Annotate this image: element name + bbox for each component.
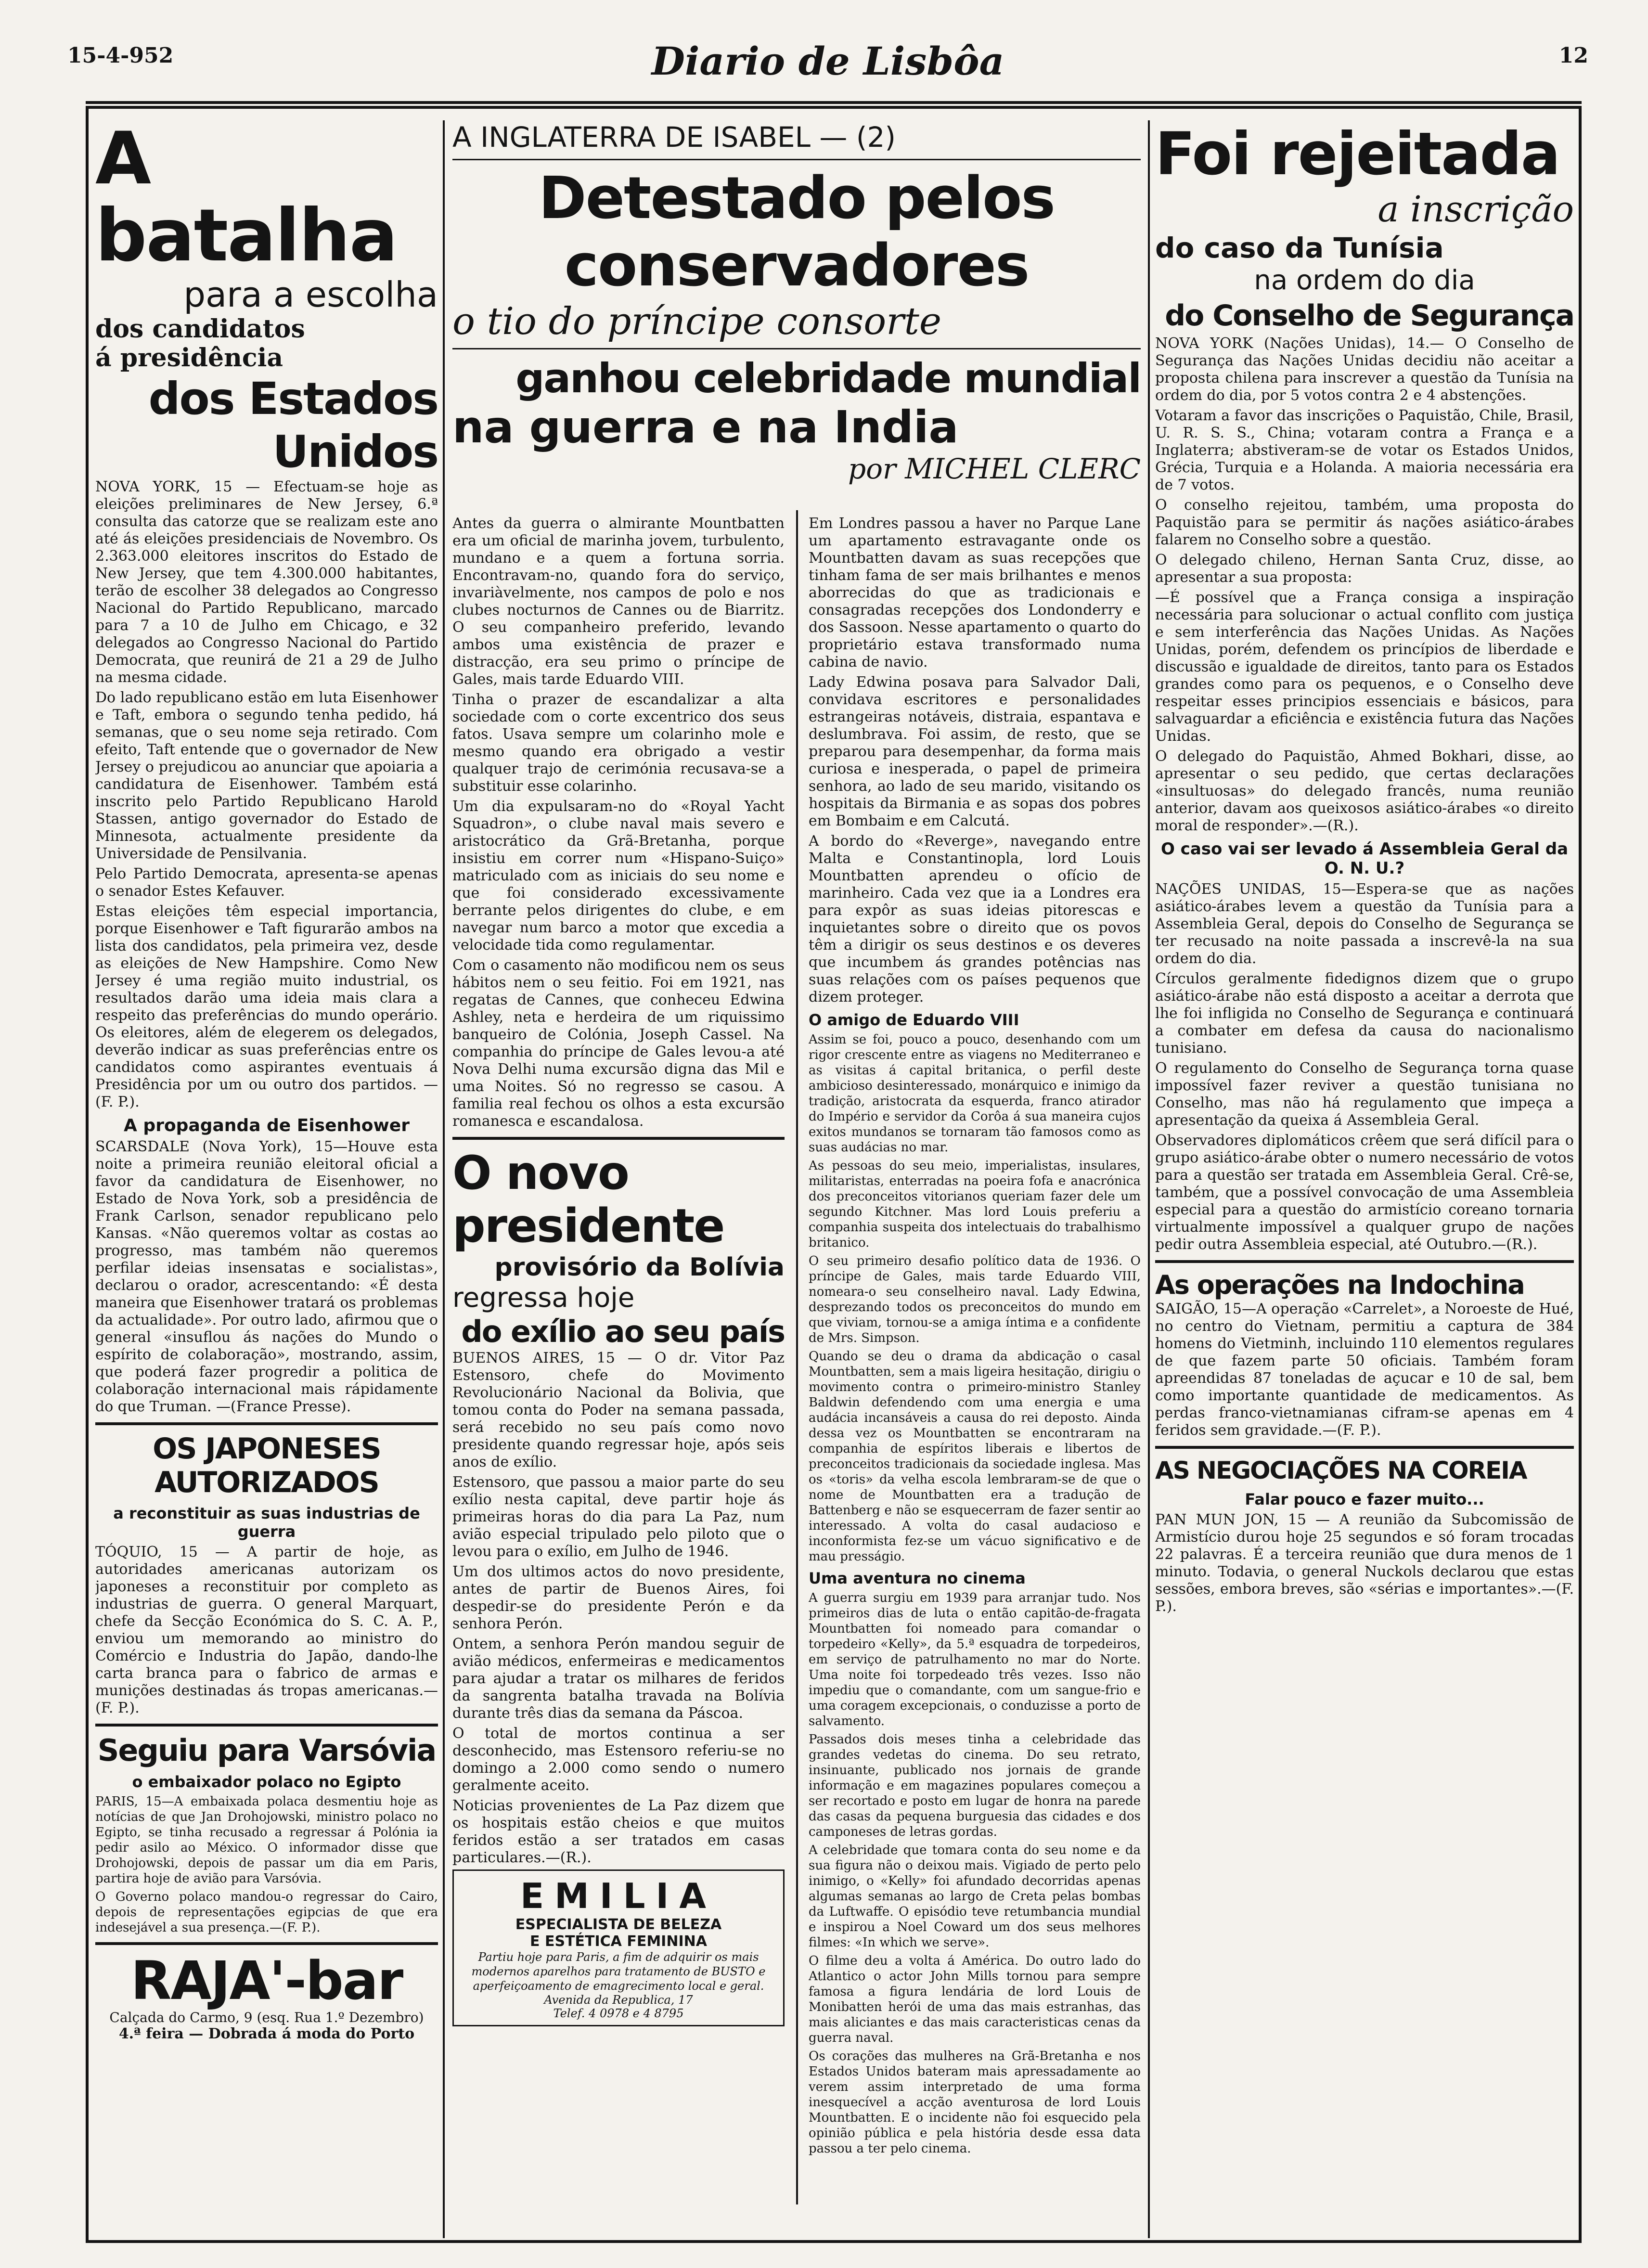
advertisement-text: 4.ª feira — Dobrada á moda do Porto <box>118 2025 415 2042</box>
article-paragraph: NOVA YORK (Nações Unidas), 14.— O Conselho de Segurança das Nações Unidas decidiu não aceitar a proposta chilena para inscrever a questão da Tunísia na ordem do dia, por 5 votos contra 2 e 4 abstenções. <box>1155 335 1574 404</box>
headline: O novo presidente <box>452 1146 724 1253</box>
subheading: A propaganda de Eisenhower <box>124 1116 410 1135</box>
headline: A batalha <box>95 120 397 278</box>
article-paragraph: A bordo do «Reverge», navegando entre Malta e Constantinopla, lord Louis Mountbatten aprendeu o ofício de marinheiro. Cada vez que ia a Londres era para expôr as suas ideias pitorescas e inquietantes sobre o direito que os povos têm a dirigir os seus destinos e os deveres que incumbem ás grandes potências nas suas relações com os países pequenos que dizem proteger. <box>809 833 1141 1005</box>
advertisement-title: EMILIA <box>520 1876 717 1916</box>
article-paragraph: As pessoas do seu meio, imperialistas, insulares, militaristas, enterradas na poeira fofa e anacrónica dos preconceitos vitorianos queriam fazer dele um segundo Kitchner. Mas lord Louis preferiu a companhia suspeita dos intelectuais do trabalhismo britanico. <box>809 1159 1141 1250</box>
article-paragraph: Passados dois meses tinha a celebridade das grandes vedetas do cinema. Do seu retrato, insinuante, publicado nos jornais de grande informação e em magazines populares começou a ser recortado e posto em lugar de honra na parede das casas da pequena burguesia das cidades e dos camponeses de letras gordas. <box>809 1732 1141 1839</box>
article-paragraph: O Governo polaco mandou-o regressar do Cairo, depois de representações egipcias de que era indesejável a sua presença.—(F. P.). <box>95 1890 438 1935</box>
advertisement-address: Avenida da Republica, 17 <box>544 1993 693 2007</box>
headline-line: provisório da Bolívia <box>494 1253 785 1282</box>
kicker: A INGLATERRA DE ISABEL — (2) <box>452 121 896 154</box>
headline-line: ganhou celebridade mundial <box>515 355 1141 402</box>
article-paragraph: Em Londres passou a haver no Parque Lane um apartamento estravagante onde os Mountbatten davam as suas recepções que tinham fama de ser mais brilhantes e menos aborrecidas do que as tradicionais e consagradas recepções dos Londonderry e dos Sassoon. Nesse apartamento o quarto do proprietário estava transformado numa cabina de navio. <box>809 515 1141 670</box>
article-paragraph: Observadores diplomáticos crêem que será difícil para o grupo asiático-árabe obter o numero necessário de votos para a questão ser tratada em Assembleia Geral. Crê-se, também, que a possível convocação de uma Assembleia especial para a questão do armistício coreano tornaria virtualmente impossível a qualquer grupo de nações pedir outra Assembleia especial, até Outubro.—(R.). <box>1155 1132 1574 1253</box>
article-paragraph: TÓQUIO, 15 — A partir de hoje, as autoridades americanas autorizam os japoneses a reconstituir por completo as industrias de guerra. O general Marquart, chefe da Secção Económica do S. C. A. P., enviou um memorando ao ministro do Comércio e Industria do Japão, dando-lhe carta branca para o fabrico de armas e munições destinadas ás tropas americanas.—(F. P.). <box>95 1544 438 1716</box>
headline-line: na guerra e na India <box>452 401 959 453</box>
article-paragraph: O delegado chileno, Hernan Santa Cruz, disse, ao apresentar a sua proposta: <box>1155 552 1574 586</box>
byline: por MICHEL CLERC <box>848 452 1141 485</box>
newspaper-title: Diario de Lisbôa <box>651 39 1004 84</box>
article-paragraph: Quando se deu o drama da abdicação o casal Mountbatten, sem a mais ligeira hesitação, dirigiu o movimento contra o primeiro-ministro Stanley Baldwin defendendo com uma energia e uma audácia incansáveis a causa do rei deposto. Ainda dessa vez os Mountbatten se encontraram na companhia de espíritos liberais e libertos de preconceitos tradicionais da sociedade inglesa. Mas os «toris» da velha escola lembraram-se de que o nome de Mountbatten era a tradução de Battenberg e não se esquecerram de fazer sentir ao interessado. A volta do casal audacioso e inconformista fez-se um vácuo significativo e de mau presságio. <box>809 1349 1141 1564</box>
article-paragraph: Um dos ultimos actos do novo presidente, antes de partir de Buenos Aires, foi despedir-se do presidente Perón e da senhora Perón. <box>452 1563 785 1632</box>
article-paragraph: PARIS, 15—A embaixada polaca desmentiu hoje as notícias de que Jan Drohojowski, ministro polaco no Egipto, se tinha recusado a regressar á Polónia ia pedir asilo ao México. O informador disse que Drohojowski, depois de passar um dia em Paris, partira hoje de avião para Varsóvia. <box>95 1794 438 1886</box>
advertisement-text: ESPECIALISTA DE BELEZA <box>515 1916 722 1933</box>
headline-line: do caso da Tunísia <box>1155 232 1444 264</box>
article-paragraph: NOVA YORK, 15 — Efectuam-se hoje as eleições preliminares de New Jersey, 6.ª consulta das catorze que se realizam este ano até ás eleições presidenciais de Novembro. Os 2.363.000 eleitores inscritos do Estado de New Jersey, que tem 4.300.000 habitantes, terão de escolher 38 delegados ao Congresso Nacional do Partido Republicano, marcado para 7 a 10 de Julho em Chicago, e 32 delegados ao Congresso Nacional do Partido Democrata, que reunirá de 21 a 29 de Julho na mesma cidade. <box>95 478 438 686</box>
headline: OS JAPONESES AUTORIZADOS <box>153 1432 381 1499</box>
headline: Detestado pelos conservadores <box>539 165 1055 299</box>
article-paragraph: Tinha o prazer de escandalizar a alta sociedade com o corte excentrico dos seus fatos. Usava sempre um colarinho mole e mesmo quando era obrigado a vestir qualquer trajo de cerimónia recusava-se a substituir esse colarinho. <box>452 691 785 795</box>
headline-line: na ordem do dia <box>1254 265 1475 296</box>
headline: AS NEGOCIAÇÕES NA COREIA <box>1155 1456 1527 1484</box>
article-paragraph: Do lado republicano estão em luta Eisenhower e Taft, embora o segundo tenha pedido, há semanas, que o seu nome seja retirado. Com efeito, Taft entende que o governador de New Jersey o prejudicou ao anunciar que apoiaria a candidatura de Eisenhower. Também está inscrito pelo Partido Republicano Harold Stassen, antigo governador do Estado de Minnesota, actualmente presidente da Universidade de Pensilvania. <box>95 689 438 862</box>
headline-line: o tio do príncipe consorte <box>452 300 942 343</box>
article-paragraph: Votaram a favor das inscrições o Paquistão, Chile, Brasil, U. R. S. S., China; votaram contra a França e a Inglaterra; abstiveram-se de votar os Estados Unidos, Grécia, Turquia e a Holanda. A maioria necessária era de 7 votos. <box>1155 407 1574 493</box>
article-paragraph: NAÇÕES UNIDAS, 15—Espera-se que as nações asiático-árabes levem a questão da Tunísia para a Assembleia Geral, depois do Conselho de Segurança se ter recusado na noite passada a inscrevê-la na sua ordem do dia. <box>1155 881 1574 967</box>
subheading: O amigo de Eduardo VIII <box>809 1011 1019 1029</box>
subheading: O caso vai ser levado á Assembleia Geral da O. N. U.? <box>1160 839 1569 878</box>
article-paragraph: Antes da guerra o almirante Mountbatten era um oficial de marinha jovem, turbulento, mundano e a quem a fortuna sorria. Encontravam-no, quando fora do serviço, invariàvelmente, nos campos de polo e nos clubes nocturnos de Cannes ou de Biarritz. O seu companheiro preferido, levando ambos uma existência de prazer e distracção, era seu primo o príncipe de Gales, mais tarde Eduardo VIII. <box>452 515 785 688</box>
article-paragraph: O filme deu a volta á América. Do outro lado do Atlantico o actor John Mills tornou para sempre famosa a figura lendária de lord Louis de Monibatten herói de uma das mais estranhas, das mais aliciantes e das mais caracteristicas cenas da guerra naval. <box>809 1954 1141 2045</box>
article-paragraph: Os corações das mulheres na Grã-Bretanha e nos Estados Unidos bateram mais apressadamente ao verem assim interpretado de uma forma inesquecível a acção aventurosa de lord Louis Mountbatten. E o incidente não foi esquecido pela opinião pública e pela história desde essa data passou a ter pelo cinema. <box>809 2049 1141 2156</box>
subheading: Falar pouco e fazer muito... <box>1245 1490 1484 1508</box>
issue-date: 15-4-952 <box>67 43 174 68</box>
article-paragraph: O delegado do Paquistão, Ahmed Bokhari, disse, ao apresentar o seu pedido, que certas declarações «insultuosas» do delegado francês, numa reunião anterior, davam aos queixosos asiático-árabes «o direito moral de responder».—(R.). <box>1155 748 1574 834</box>
article-paragraph: Noticias provenientes de La Paz dizem que os hospitais estão cheios e que muitos feridos estão a ser tratados em casas particulares.—(R.). <box>452 1797 785 1866</box>
article-paragraph: A celebridade que tomara conta do seu nome e da sua figura não o deixou mais. Vigiado de perto pelo inimigo, o «Kelly» foi afundado decorridas apenas algumas semanas ao largo de Creta pelas bombas da Luftwaffe. O episódio teve retumbancia mundial e inspirou a Noel Coward um dos seus melhores filmes: «In which we serve». <box>809 1843 1141 1950</box>
headline: As operações na Indochina <box>1155 1270 1524 1300</box>
headline-line: do exílio ao seu país <box>461 1314 785 1349</box>
headline-line: a inscrição <box>1378 189 1574 230</box>
article-paragraph: BUENOS AIRES, 15 — O dr. Vitor Paz Estensoro, chefe do Movimento Revolucionário Nacional da Bolivia, que tomou conta do Poder na semana passada, será recebido no seu país como novo presidente quando regressar hoje, após seis anos de exílio. <box>452 1350 785 1470</box>
article-paragraph: Lady Edwina posava para Salvador Dali, convidava escritores e personalidades estrangeiras notáveis, distraia, espantava e deslumbrava. Foi assim, de resto, que se preparou para desempenhar, da forma mais curiosa e inesperada, o papel de primeira senhora, ao lado de seu marido, visitando os hospitais da Birmania e as sopas dos pobres em Bombaim e em Calcutá. <box>809 674 1141 829</box>
masthead <box>67 39 1588 82</box>
advertisement-text: E ESTÉTICA FEMININA <box>530 1933 707 1950</box>
advertisement-title: RAJA'-bar <box>130 1950 403 2011</box>
headline-line: á presidência <box>95 343 283 373</box>
article-paragraph: O seu primeiro desafio político data de 1936. O príncipe de Gales, mais tarde Eduardo VIII, nomeara-o seu conselheiro naval. Lady Edwina, desprezando todos os preconceitos do mundo em que viviam, tornou-se a amiga íntima e a confidente de Mrs. Simpson. <box>809 1254 1141 1345</box>
article-paragraph: Assim se foi, pouco a pouco, desenhando com um rigor crescente entre as viagens no Mediterraneo e as visitas á capital britanica, o perfil deste ambicioso desinteressado, monárquico e inimigo da tradição, aristocrata da esquerda, franco atirador do Império e servidor da Corôa á sua maneira cujos exitos mundanos se tornaram tão famosos como as suas audácias no mar. <box>809 1032 1141 1155</box>
article-paragraph: O conselho rejeitou, também, uma proposta do Paquistão para se permitir ás nações asiático-árabes falarem no Conselho sobre a questão. <box>1155 497 1574 548</box>
article-paragraph: —É possível que a França consiga a inspiração necessária para solucionar o actual conflito com justiça e sem interferência das Nações Unidas. As Nações Unidas, porém, defendem os princípios de liberdade e discussão e igualdade de direitos, tanto para os Estados grandes como para os pequenos, e o Conselho deve respeitar esses principios essenciais e básicos, para salvaguardar a eficiência e existência futura das Nações Unidas. <box>1155 589 1574 745</box>
advertisement-text: Calçada do Carmo, 9 (esq. Rua 1.º Dezembro) <box>109 2010 424 2025</box>
article-paragraph: SCARSDALE (Nova York), 15—Houve esta noite a primeira reunião eleitoral oficial a favor da candidatura de Eisenhower, no Estado de Nova York, sob a presidência de Frank Carlson, senador republicano pelo Kansas. «Não queremos voltar as costas ao progresso, mas também não queremos perfilar ideias insensatas e socialistas», declarou o orador, acrescentando: «É desta maneira que Eisenhower tratará os problemas da actualidade». Por outro lado, afirmou que o general «insuflou ás nações do Mundo o espírito de colaboração», mostrando, assim, que poderá fazer progredir a politica de colaboração internacional mais rápidamente do que Truman. —(France Presse). <box>95 1138 438 1415</box>
advertisement-phone: Telef. 4 0978 e 4 8795 <box>553 2007 684 2020</box>
subheading: o embaixador polaco no Egipto <box>132 1773 401 1791</box>
article-paragraph: Círculos geralmente fidedignos dizem que o grupo asiático-árabe não está disposto a aceitar a derrota que lhe foi infligida no Conselho de Segurança e continuará a combater em defesa da causa do nacionalismo tunisiano. <box>1155 970 1574 1057</box>
headline: Foi rejeitada <box>1155 120 1560 188</box>
article-paragraph: Pelo Partido Democrata, apresenta-se apenas o senador Estes Kefauver. <box>95 865 438 900</box>
headline-line: do Conselho de Segurança <box>1165 299 1574 333</box>
article-paragraph: A guerra surgiu em 1939 para arranjar tudo. Nos primeiros dias de luta o então capitão-de-fragata Mountbatten foi nomeado para comandar o torpedeiro «Kelly», da 5.ª esquadra de torpedeiros, em serviço de patrulhamento no mar do Norte. Uma noite foi torpedeado três vezes. Isso não impediu que o comandante, com um sangue-frio e uma coragem excepcionais, o conduzisse a porto de salvamento. <box>809 1591 1141 1728</box>
article-paragraph: Estas eleições têm especial importancia, porque Eisenhower e Taft figurarão ambos na lista dos candidatos, pela primeira vez, desde as eleições de New Hampshire. Como New Jersey é uma região muito industrial, os resultados darão uma ideia mais clara a respeito das preferências do mundo operário. Os eleitores, além de elegerem os delegados, deverão indicar as suas preferências entre os candidatos como aspirantes eventuais á Presidência por um ou outro dos partidos. —(F. P.). <box>95 903 438 1110</box>
headline-line: dos candidatos <box>95 314 305 344</box>
article-paragraph: O total de mortos continua a ser desconhecido, mas Estensoro referiu-se no domingo a 2.000 como sendo o numero geralmente aceito. <box>452 1725 785 1794</box>
headline-line: dos Estados Unidos <box>148 373 438 477</box>
article-paragraph: SAIGÃO, 15—A operação «Carrelet», a Noroeste de Hué, no centro do Vietnam, permitiu a captura de 384 homens do Vietminh, incluindo 110 elementos regulares de que fazem parte 50 oficiais. Também foram apreendidas 87 toneladas de açucar e 10 de sal, bem como importante quantidade de medicamentos. As perdas franco-vietnamianas cifram-se apenas em 4 feridos sem gravidade.—(F. P.). <box>1155 1301 1574 1439</box>
subheading: a reconstituir as suas industrias de guerra <box>113 1504 420 1541</box>
top-rule <box>86 101 1582 104</box>
article-paragraph: Estensoro, que passou a maior parte do seu exílio nesta capital, deve partir hoje ás primeiras horas do dia para La Paz, num avião especial tripulado pelo piloto que o levou para o exílio, em Julho de 1946. <box>452 1474 785 1560</box>
article-paragraph: O regulamento do Conselho de Segurança torna quase impossível fazer reviver a questão tunisiana no Conselho, mas não há regulamento que impeça a apresentação da queixa á Assembleia Geral. <box>1155 1060 1574 1129</box>
article-paragraph: Ontem, a senhora Perón mandou seguir de avião médicos, enfermeiras e medicamentos para ajudar a tratar os milhares de feridos da sangrenta batalha travada na Bolívia durante três dias da semana da Páscoa. <box>452 1636 785 1722</box>
advertisement-text: Partiu hoje para Paris, a fim de adquirir os mais modernos aparelhos para tratamento de BUSTO e aperfeiçoamento de emagrecimento local e geral. <box>471 1950 766 1993</box>
article-paragraph: Um dia expulsaram-no do «Royal Yacht Squadron», o clube naval mais severo e aristocrático da Grã-Bretanha, porque insistiu em correr num «Hispano-Suiço» matriculado com as iniciais do seu nome e que foi considerado excessivamente berrante pelos dirigentes do clube, e em navegar num barco a motor que excedia a velocidade tida como regulamentar. <box>452 798 785 954</box>
headline-line: regressa hoje <box>452 1282 635 1314</box>
page-frame <box>86 106 1582 2243</box>
subheading: Uma aventura no cinema <box>809 1569 1026 1587</box>
article-paragraph: PAN MUN JON, 15 — A reunião da Subcomissão de Armistício durou hoje 25 segundos e só foram trocadas 22 palavras. É a terceira reunião que dura menos de 1 minuto. Todavia, o general Nuckols declarou que estas sessões, embora breves, são «sérias e importantes».—(F. P.). <box>1155 1511 1574 1615</box>
page-number: 12 <box>1558 43 1588 68</box>
headline-line: para a escolha <box>183 274 438 315</box>
headline: Seguiu para Varsóvia <box>97 1733 436 1768</box>
article-paragraph: Com o casamento não modificou nem os seus hábitos nem o seu feitio. Foi em 1921, nas regatas de Cannes, que conheceu Edwina Ashley, neta e herdeira de um riquissimo banqueiro de Colónia, Joseph Cassel. Na companhia do príncipe de Gales levou-a até Nova Delhi numa excursão digna das Mil e uma Noites. Só no regresso se casou. A familia real fechou os olhos a esta excursão romanesca e escandalosa. <box>452 957 785 1130</box>
